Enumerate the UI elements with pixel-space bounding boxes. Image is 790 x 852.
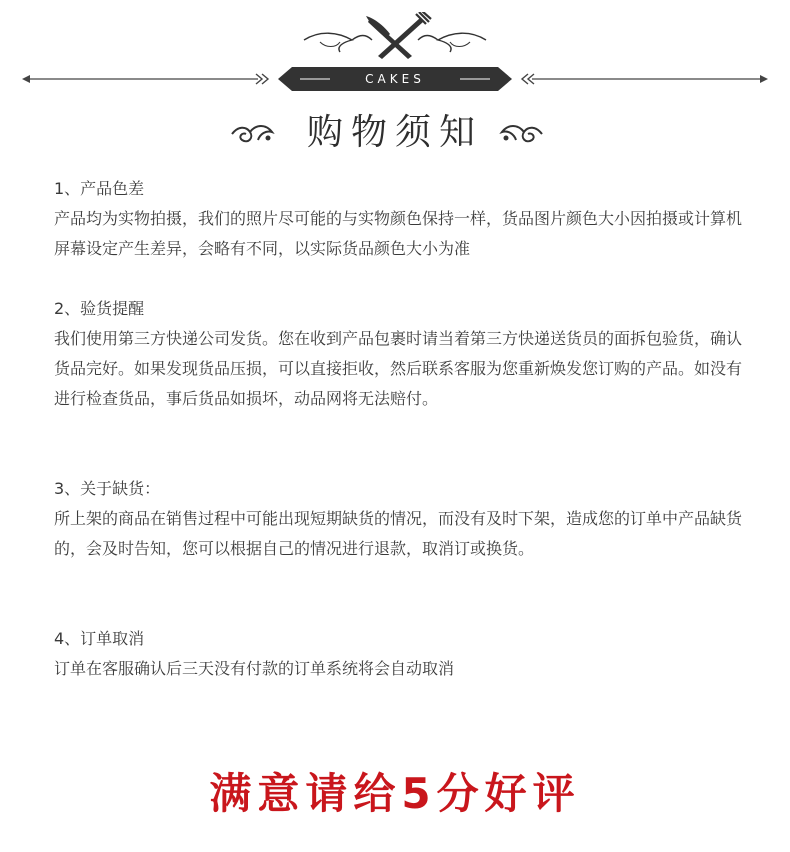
section-out-of-stock: [54, 474, 744, 564]
page-title: 购物须知: [306, 112, 483, 153]
section-body: 所上架的商品在销售过程中可能出现短期缺货的情况，而没有及时下架，造成您的订单中产品缺货的，会及时告知，您可以根据自己的情况进行退款，取消订或换货。: [54, 509, 743, 558]
section-heading: 1、产品色差: [54, 179, 145, 198]
page-title-block: [0, 108, 790, 160]
section-heading: 4、订单取消: [54, 629, 145, 648]
flourish-right-icon: [498, 120, 546, 148]
section-heading: 3、关于缺货：: [54, 479, 161, 498]
section-body: 订单在客服确认后三天没有付款的订单系统将会自动取消: [54, 659, 455, 678]
brand-label: CAKES: [365, 72, 425, 86]
review-slogan: 满意请给5分好评: [209, 769, 581, 818]
section-order-cancel: [54, 624, 744, 684]
section-body: 产品均为实物拍摄，我们的照片尽可能的与实物颜色保持一样，货品图片颜色大小因拍摄或计算机屏幕设定产生差异，会略有不同，以实际货品颜色大小为准: [54, 209, 743, 258]
section-color-difference: [54, 174, 744, 264]
section-body: 我们使用第三方快递公司发货。您在收到产品包裹时请当着第三方快递送货员的面拆包验货，确认货品完好。如果发现货品压损，可以直接拒收，然后联系客服为您重新焕发您订购的产品。如没有进行检查货品，事后货品如损坏，动品网将无法赔付。: [54, 329, 743, 408]
fork-knife-icon: [300, 12, 490, 62]
section-inspection-reminder: [54, 294, 744, 414]
section-heading: 2、验货提醒: [54, 299, 145, 318]
